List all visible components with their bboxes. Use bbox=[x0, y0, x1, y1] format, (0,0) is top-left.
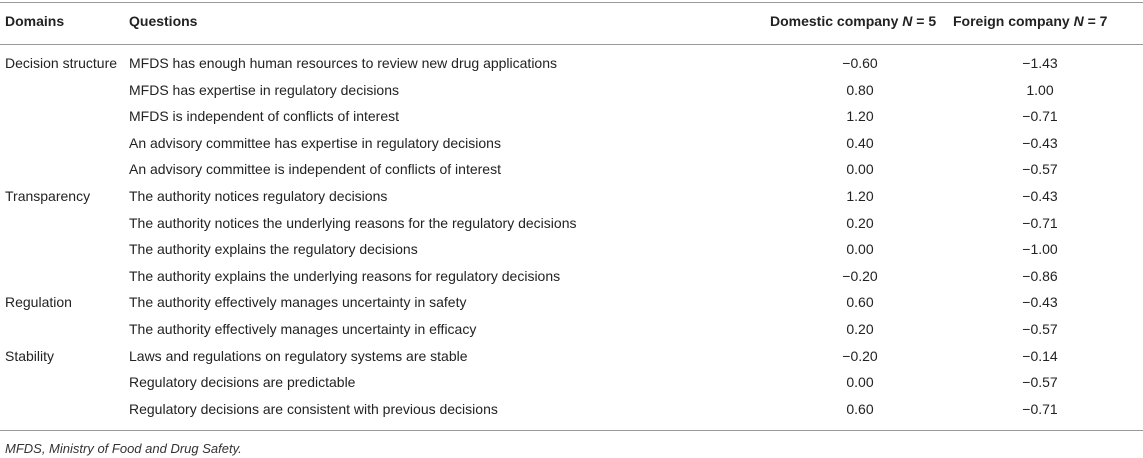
row-domain: Stability bbox=[5, 347, 55, 364]
header-domestic-suffix: = 5 bbox=[912, 13, 937, 29]
table-row bbox=[0, 294, 1143, 320]
table-footnote: MFDS, Ministry of Food and Drug Safety. bbox=[5, 441, 242, 456]
row-domestic-value: 0.20 bbox=[846, 214, 874, 231]
row-question: The authority effectively manages uncertainty in efficacy bbox=[129, 321, 477, 337]
row-question: The authority explains the underlying reasons for regulatory decisions bbox=[129, 267, 561, 284]
header-foreign-prefix: Foreign company bbox=[953, 13, 1074, 29]
header-foreign-n: N bbox=[1073, 13, 1084, 29]
row-domain: Transparency bbox=[5, 188, 91, 204]
row-foreign-value: −0.86 bbox=[1022, 267, 1058, 284]
row-question: Laws and regulations on regulatory systems are stable bbox=[129, 347, 468, 364]
row-domain: Decision structure bbox=[5, 55, 118, 71]
row-foreign-value: −0.71 bbox=[1022, 108, 1058, 125]
top-rule bbox=[0, 2, 1143, 3]
header-domains: Domains bbox=[5, 13, 65, 29]
row-domestic-value: −0.60 bbox=[842, 55, 878, 71]
row-question: An advisory committee is independent of conflicts of interest bbox=[129, 161, 501, 178]
table-row bbox=[0, 215, 1143, 241]
row-question: Regulatory decisions are predictable bbox=[129, 374, 356, 391]
row-domestic-value: 0.00 bbox=[846, 161, 874, 178]
row-foreign-value: 1.00 bbox=[1026, 81, 1054, 98]
table-row bbox=[0, 82, 1143, 108]
header-foreign-company bbox=[953, 13, 1107, 29]
row-domestic-value: 0.20 bbox=[846, 321, 874, 337]
row-foreign-value: −0.43 bbox=[1022, 294, 1058, 311]
table-row bbox=[0, 241, 1143, 267]
table-row bbox=[0, 55, 1143, 81]
table-row bbox=[0, 135, 1143, 161]
row-domestic-value: 0.60 bbox=[846, 400, 874, 417]
header-domestic-company bbox=[770, 13, 936, 29]
row-question: MFDS has expertise in regulatory decisions bbox=[129, 81, 400, 98]
row-question: An advisory committee has expertise in regulatory decisions bbox=[129, 134, 501, 151]
row-foreign-value: −0.14 bbox=[1022, 347, 1058, 364]
row-foreign-value: −0.57 bbox=[1022, 161, 1058, 178]
row-question: The authority notices the underlying reasons for the regulatory decisions bbox=[129, 214, 577, 231]
row-foreign-value: −0.43 bbox=[1022, 134, 1058, 151]
header-domestic-n: N bbox=[902, 13, 913, 29]
row-question: MFDS has enough human resources to review new drug applications bbox=[129, 55, 558, 71]
row-domestic-value: 0.00 bbox=[846, 241, 874, 258]
row-question: Regulatory decisions are consistent with previous decisions bbox=[129, 400, 498, 417]
header-domestic-prefix: Domestic company bbox=[770, 13, 903, 29]
table-row bbox=[0, 321, 1143, 347]
row-foreign-value: −0.71 bbox=[1022, 214, 1058, 231]
table-row bbox=[0, 348, 1143, 374]
row-domestic-value: 1.20 bbox=[846, 188, 874, 204]
row-domestic-value: 0.00 bbox=[846, 374, 874, 391]
header-rule bbox=[0, 44, 1143, 45]
header-questions: Questions bbox=[129, 13, 198, 29]
row-domain: Regulation bbox=[5, 294, 72, 311]
row-question: The authority explains the regulatory decisions bbox=[129, 241, 418, 258]
table-row bbox=[0, 108, 1143, 134]
row-question: The authority notices regulatory decisions bbox=[129, 188, 388, 204]
row-foreign-value: −0.57 bbox=[1022, 321, 1058, 337]
row-domestic-value: 0.40 bbox=[846, 134, 874, 151]
header-foreign-suffix: = 7 bbox=[1083, 13, 1108, 29]
row-foreign-value: −1.43 bbox=[1022, 55, 1058, 71]
row-question: The authority effectively manages uncertainty in safety bbox=[129, 294, 467, 311]
table-row bbox=[0, 161, 1143, 187]
row-domestic-value: 0.80 bbox=[846, 81, 874, 98]
table-row bbox=[0, 401, 1143, 427]
row-domestic-value: 1.20 bbox=[846, 108, 874, 125]
table-row bbox=[0, 268, 1143, 294]
row-question: MFDS is independent of conflicts of interest bbox=[129, 108, 400, 125]
table-row bbox=[0, 188, 1143, 214]
row-foreign-value: −0.71 bbox=[1022, 400, 1058, 417]
row-foreign-value: −0.43 bbox=[1022, 188, 1058, 204]
row-foreign-value: −1.00 bbox=[1022, 241, 1058, 258]
table-row bbox=[0, 374, 1143, 400]
row-domestic-value: 0.60 bbox=[846, 294, 874, 311]
row-domestic-value: −0.20 bbox=[842, 347, 878, 364]
bottom-rule bbox=[0, 430, 1143, 431]
row-foreign-value: −0.57 bbox=[1022, 374, 1058, 391]
row-domestic-value: −0.20 bbox=[842, 267, 878, 284]
